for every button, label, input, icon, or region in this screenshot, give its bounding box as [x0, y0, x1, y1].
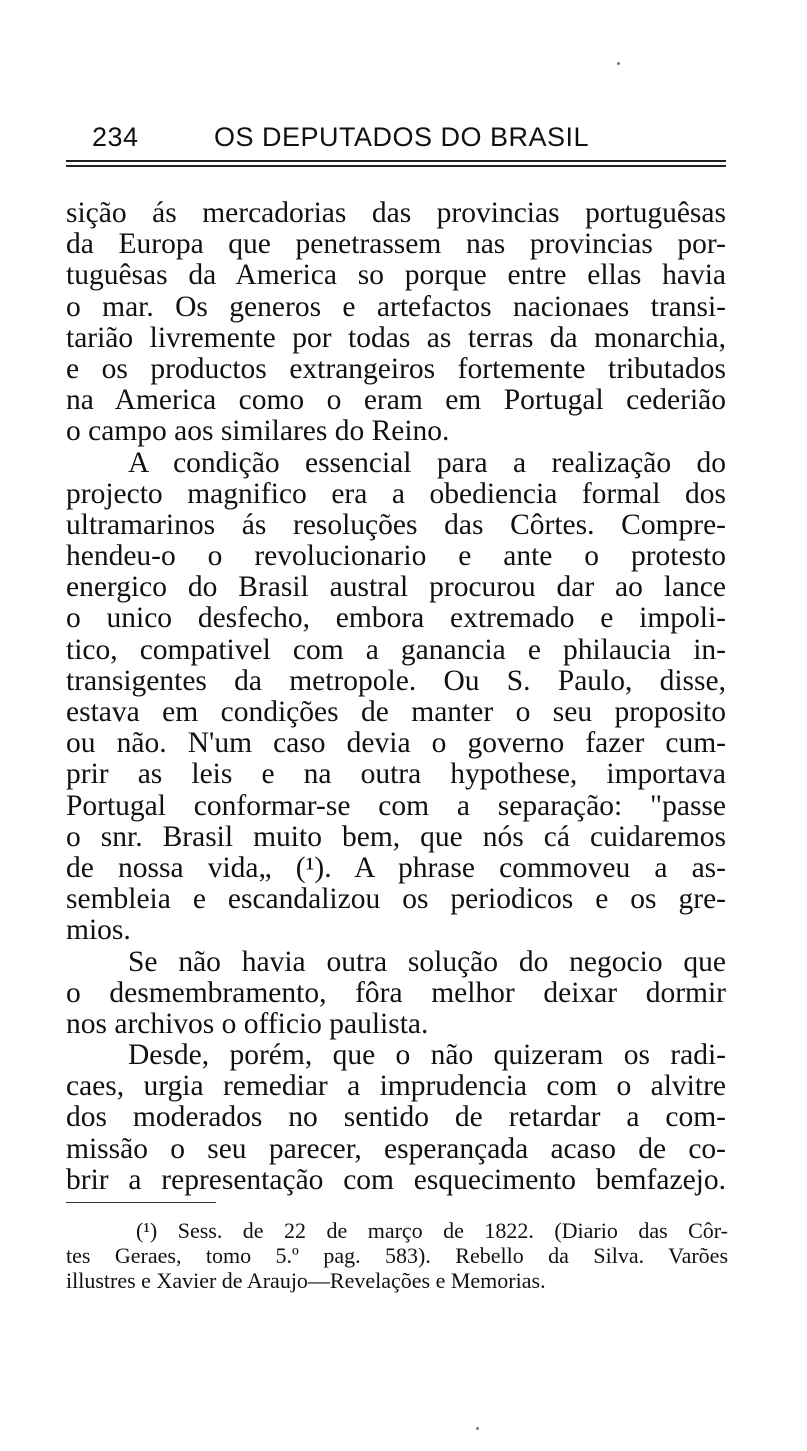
- footnote-line: (¹) Sess. de 22 de março de 1822. (Diario das Côr-: [136, 1218, 728, 1243]
- text-line: sembleia e escandalizou os periodicos e os gre-: [66, 883, 726, 916]
- text-line: tarião livremente por todas as terras da monarchia,: [66, 321, 726, 354]
- text-line: Portugal conformar-se com a separação: "passe: [66, 789, 726, 822]
- text-line: o unico desfecho, embora extremado e impoli-: [66, 602, 726, 635]
- text-line: o campo aos similares do Reino.: [66, 415, 450, 448]
- footnote-divider: [66, 1202, 216, 1203]
- text-line: Desde, porém, que o não quizeram os radi-: [128, 1039, 726, 1072]
- text-line: e os productos extrangeiros fortemente tributados: [66, 352, 726, 385]
- header-rule-top: [66, 160, 726, 162]
- text-line: brir a representação com esquecimento bemfazejo.: [66, 1163, 726, 1196]
- text-line: da Europa que penetrassem nas provincias por-: [66, 228, 726, 261]
- text-line: hendeu-o o revolucionario e ante o protesto: [66, 540, 726, 573]
- text-line: projecto magnifico era a obediencia formal dos: [66, 477, 726, 510]
- running-head: [92, 122, 732, 162]
- page-number: 234: [92, 122, 139, 152]
- text-line: de nossa vida„ (¹). A phrase commoveu a as-: [66, 851, 726, 884]
- text-line: o desmembramento, fôra melhor deixar dormir: [66, 976, 726, 1009]
- text-line: caes, urgia remediar a imprudencia com o alvitre: [66, 1070, 726, 1103]
- text-line: nos archivos o officio paulista.: [66, 1007, 429, 1040]
- text-line: na America como o eram em Portugal cederião: [66, 384, 726, 417]
- text-line: transigentes da metropole. Ou S. Paulo, disse,: [66, 664, 726, 697]
- text-line: energico do Brasil austral procurou dar ao lance: [66, 571, 726, 604]
- paper-speck: [617, 62, 620, 65]
- text-line: dos moderados no sentido de retardar a com-: [66, 1101, 726, 1134]
- text-line: estava em condições de manter o seu proposito: [66, 696, 726, 728]
- text-line: A condição essencial para a realização do: [128, 446, 726, 479]
- text-line: o mar. Os generos e artefactos nacionaes transi-: [66, 290, 726, 323]
- text-line: prir as leis e na outra hypothese, importava: [66, 758, 726, 791]
- text-line: ou não. N'um caso devia o governo fazer cum-: [66, 727, 726, 760]
- header-rule-bottom: [66, 165, 726, 167]
- text-line: tico, compativel com a ganancia e philaucia in-: [66, 633, 726, 666]
- text-line: missão o seu parecer, esperançada acaso de co-: [66, 1132, 726, 1165]
- footnotes: [66, 1218, 728, 1293]
- body-text: [66, 198, 726, 1196]
- text-line: sição ás mercadorias das provincias portuguêsas: [66, 197, 726, 229]
- text-line: Se não havia outra solução do negocio que: [128, 945, 726, 978]
- footnote-line: illustres e Xavier de Araujo—Revelações e Memorias.: [66, 1268, 546, 1293]
- text-line: ultramarinos ás resoluções das Côrtes. Compre-: [66, 508, 726, 541]
- running-head-title: OS DEPUTADOS DO BRASIL: [214, 122, 590, 152]
- text-line: mios.: [66, 914, 131, 947]
- text-line: o snr. Brasil muito bem, que nós cá cuidaremos: [66, 820, 726, 853]
- paper-speck: [476, 1427, 479, 1430]
- footnote-line: tes Geraes, tomo 5.º pag. 583). Rebello da Silva. Varões: [66, 1243, 728, 1268]
- text-line: tuguêsas da America so porque entre ellas havia: [66, 259, 726, 292]
